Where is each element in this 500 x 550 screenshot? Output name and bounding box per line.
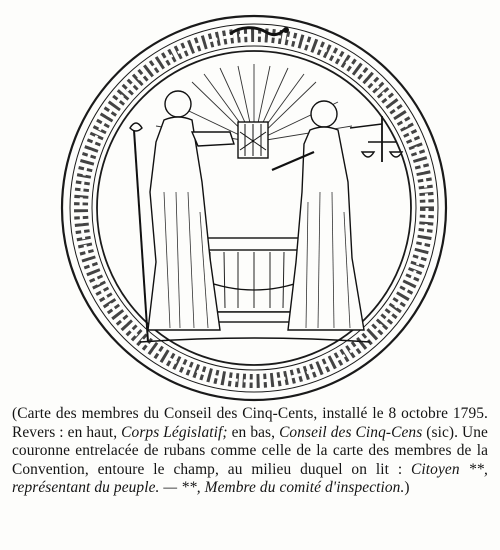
caption-text-1: (Carte des membres du Conseil des Cinq-Cents, installé le 8 octobre 1795. Revers : en haut, xyxy=(12,405,488,441)
caption-inscription: Citoyen **, représentant du peuple. — **, Membre du comité d'inspection. xyxy=(12,460,488,497)
caption-text-4: ) xyxy=(404,479,410,497)
caption-text-3: (sic). Une couronne entrelacée de rubans comme celle de la carte des membres de la Convention, entoure le champ, au milieu duquel on lit : xyxy=(12,423,488,478)
caption-corps-legislatif: Corps Législatif; xyxy=(121,423,228,441)
figure-caption xyxy=(12,405,488,498)
caption-text-2: en bas, xyxy=(227,423,280,441)
caption-conseil-cinq-cens: Conseil des Cinq-Cens xyxy=(279,423,423,441)
engraved-seal-icon xyxy=(52,12,456,404)
